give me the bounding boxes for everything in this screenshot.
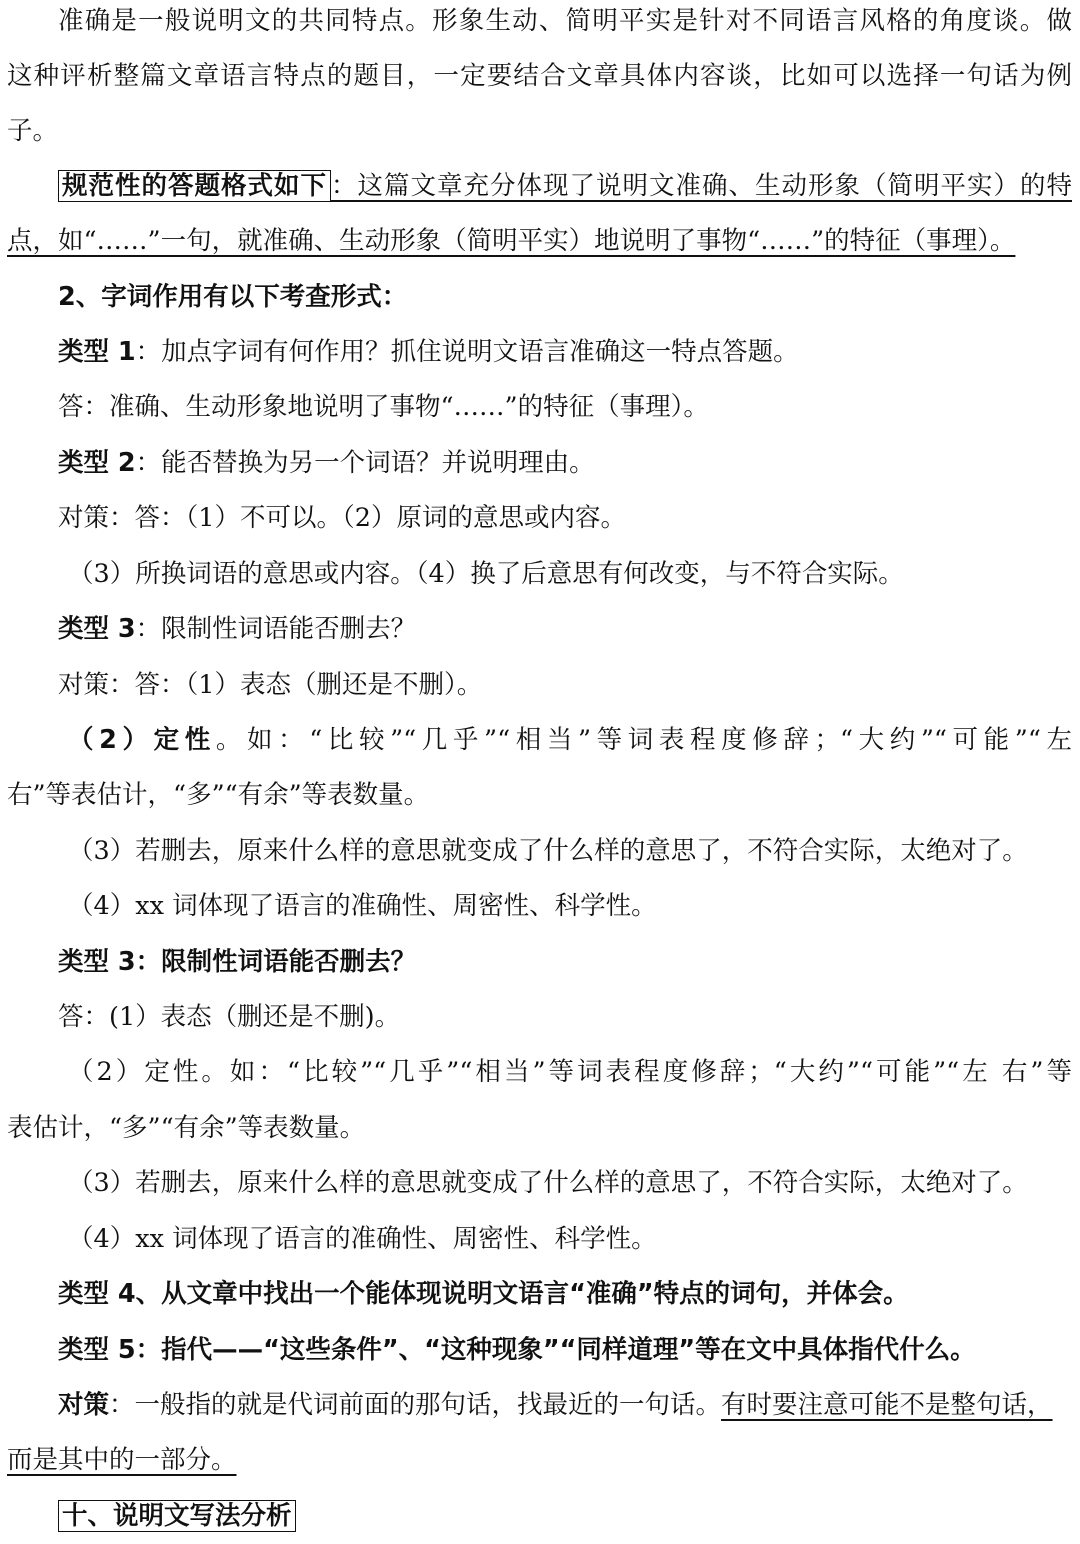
type-5-answer-text: ：一般指的就是代词前面的那句话，找最近的一句话。 — [109, 1390, 722, 1420]
type-5-answer-line-1 — [0, 1388, 1080, 1422]
section-2-heading: 2、字词作用有以下考查形式： — [58, 282, 408, 312]
p2-line-2 — [0, 224, 1080, 258]
answer-format-text-2: 点，如“……”一句，就准确、生动形象（简明平实）地说明了事物“……”的特征（事理）。 — [7, 226, 1016, 256]
type-3a-answer-1: 对策：答：（1）表态（删还是不删）。 — [58, 670, 483, 700]
type-3b-answer-2-line-2: 表估计，“多”“有余”等表数量。 — [7, 1113, 366, 1143]
type-2-text: ：能否替换为另一个词语？并说明理由。 — [135, 448, 595, 478]
p1-line-3: 子。 — [7, 116, 59, 146]
type-3b-heading: 类型 3：限制性词语能否删去？ — [58, 947, 417, 977]
type-3a-answer-4: （4）xx 词体现了语言的准确性、周密性、科学性。 — [68, 891, 657, 921]
type-3a-answer-2-label: （2）定性 — [68, 725, 216, 755]
type-2-answer-2: （3）所换词语的意思或内容。（4）换了后意思有何改变，与不符合实际。 — [68, 559, 904, 589]
p1-line-1: 准确是一般说明文的共同特点。形象生动、简明平实是针对不同语言风格的角度谈。做 — [58, 6, 1072, 36]
p2-line-1 — [0, 169, 1080, 203]
type-4-heading: 类型 4、从文章中找出一个能体现说明文语言“准确”特点的词句，并体会。 — [58, 1279, 909, 1309]
type-1-label: 类型 1 — [58, 337, 136, 367]
answer-format-text: ：这篇文章充分体现了说明文准确、生动形象（简明平实）的特 — [331, 171, 1072, 201]
type-1-answer: 答：准确、生动形象地说明了事物“……”的特征（事理）。 — [58, 392, 709, 422]
section-10-heading: 十、说明文写法分析 — [58, 1500, 296, 1532]
type-5-answer-underlined-2: 而是其中的一部分。 — [7, 1445, 237, 1475]
type-2-answer-1: 对策：答：（1）不可以。（2）原词的意思或内容。 — [58, 503, 626, 533]
p1-line-2: 这种评析整篇文章语言特点的题目，一定要结合文章具体内容谈，比如可以选择一句话为例 — [7, 61, 1072, 91]
answer-format-label: 规范性的答题格式如下 — [58, 170, 331, 202]
type-5-heading: 类型 5：指代——“这些条件”、“这种现象”“同样道理”等在文中具体指代什么。 — [58, 1335, 976, 1365]
section-10-heading-line — [0, 1499, 1080, 1533]
type-5-answer-line-2 — [0, 1443, 1080, 1477]
type-2-line — [0, 446, 1080, 480]
type-5-answer-underlined: 有时要注意可能不是整句话， — [721, 1390, 1053, 1420]
type-3a-answer-2-line-2: 右”等表估计，“多”“有余”等表数量。 — [7, 780, 430, 810]
type-1-text: ：加点字词有何作用？抓住说明文语言准确这一特点答题。 — [135, 337, 799, 367]
type-3b-answer-3: （3）若删去，原来什么样的意思就变成了什么样的意思了，不符合实际，太绝对了。 — [68, 1168, 1028, 1198]
type-2-label: 类型 2 — [58, 448, 136, 478]
type-3a-answer-3: （3）若删去，原来什么样的意思就变成了什么样的意思了，不符合实际，太绝对了。 — [68, 836, 1028, 866]
type-3b-answer-4: （4）xx 词体现了语言的准确性、周密性、科学性。 — [68, 1224, 657, 1254]
type-3a-label: 类型 3 — [58, 614, 136, 644]
type-5-answer-label: 对策 — [58, 1390, 110, 1420]
type-3a-text: ：限制性词语能否删去？ — [135, 614, 417, 644]
type-1-line — [0, 335, 1080, 369]
type-3b-answer-2-line-1: （2）定性。如：“比较”“几乎”“相当”等词表程度修辞；“大约”“可能”“左 右”等 — [68, 1057, 1072, 1087]
type-3b-answer-1: 答：(1）表态（删还是不删)。 — [58, 1002, 401, 1032]
type-3a-line — [0, 612, 1080, 646]
type-3a-answer-2-line-1 — [0, 723, 1080, 757]
type-3a-answer-2-text: 。如：“比较”“几乎”“相当”等词表程度修辞；“大约”“可能”“左 — [215, 725, 1072, 755]
